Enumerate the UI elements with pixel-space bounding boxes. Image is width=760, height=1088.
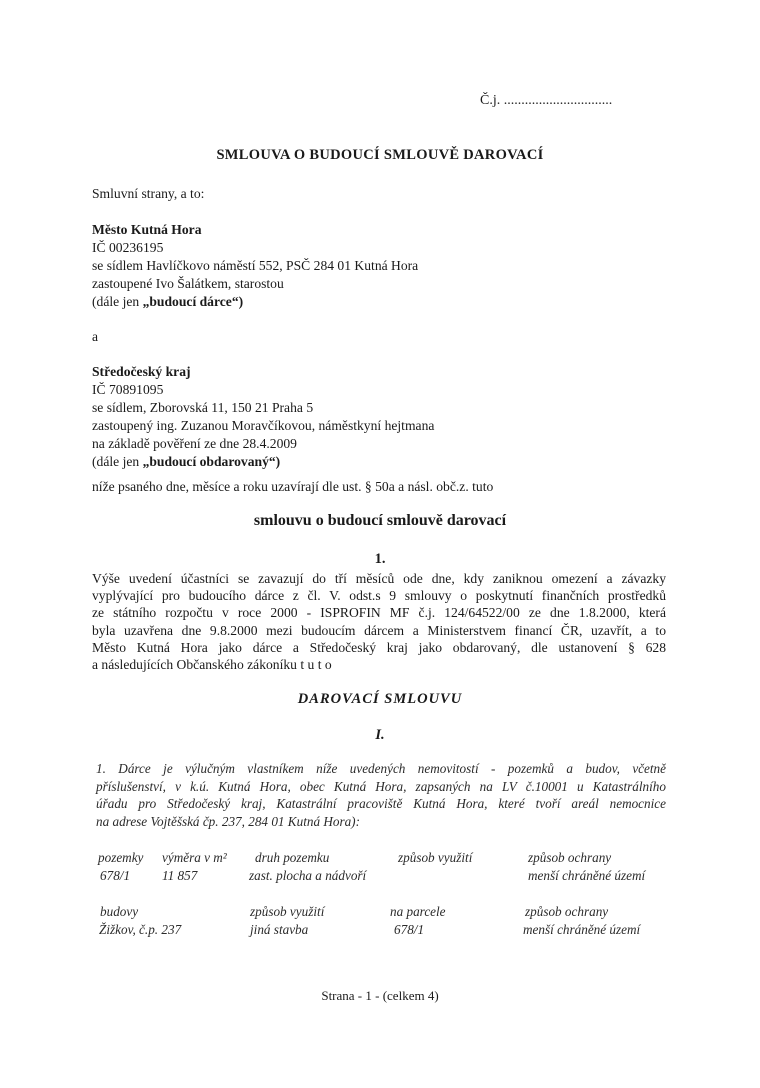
building-cell-protection: menší chráněné území: [523, 922, 641, 937]
land-header-parcels: pozemky: [98, 850, 144, 865]
preamble: níže psaného dne, měsíce a roku uzavírají dle ust. § 50a a násl. obč.z. tuto: [92, 479, 494, 494]
building-cell-parcel: 678/1: [394, 922, 425, 937]
clause1-text: [96, 760, 666, 830]
land-cell-parcel: 678/1: [100, 868, 131, 883]
contract-title: DAROVACÍ SMLOUVU: [297, 691, 463, 707]
land-cell-area: 11 857: [162, 868, 198, 883]
party1-ic: IČ 00236195: [92, 240, 164, 255]
clause1-line: úřadu pro Středočeský kraj, Katastrální pracoviště Kutná Hora, které tvoří areál nemocnice: [96, 796, 666, 812]
building-header-usage: způsob využití: [250, 904, 325, 919]
reference-number: Č.j. ...............................: [480, 93, 613, 108]
party2-role-prefix: (dále jen: [92, 454, 143, 469]
party1-name: Město Kutná Hora: [92, 222, 202, 237]
article1-text: [92, 570, 666, 673]
subject-heading: smlouvu o budoucí smlouvě darovací: [253, 512, 507, 529]
party1-representative: zastoupené Ivo Šalátkem, starostou: [92, 276, 284, 291]
article1-line: byla uzavřena dne 9.8.2000 mezi budoucím dárcem a Ministerstvem financí ČR, uzavřít, a to: [92, 622, 666, 638]
land-cell-type: zast. plocha a nádvoří: [249, 868, 367, 883]
conjunction: a: [92, 329, 99, 344]
land-header-usage: způsob využití: [398, 850, 473, 865]
parties-intro: Smluvní strany, a to:: [92, 186, 205, 201]
party2-ic: IČ 70891095: [92, 382, 164, 397]
article1-line: a následujících Občanského zákoníku t u t o: [92, 657, 332, 673]
land-header-area: výměra v m²: [162, 850, 227, 865]
land-header-protection: způsob ochrany: [528, 850, 612, 865]
clause1-line: příslušenství, v k.ú. Kutná Hora, obec Kutná Hora, zapsaných na LV č.10001 u Katastrálního: [96, 778, 666, 794]
building-cell-usage: jiná stavba: [250, 922, 309, 937]
party1-address: se sídlem Havlíčkovo náměstí 552, PSČ 284 01 Kutná Hora: [92, 258, 419, 273]
article1-line: Město Kutná Hora jako dárce a Středočeský kraj jako obdarovaný, dle ustanovení § 628: [92, 639, 666, 655]
party2-representative: zastoupený ing. Zuzanou Moravčíkovou, náměstkyní hejtmana: [92, 418, 435, 433]
clause1-line: na adrese Vojtěšská čp. 237, 284 01 Kutná Hora):: [96, 813, 360, 829]
document-title: SMLOUVA O BUDOUCÍ SMLOUVĚ DAROVACÍ: [216, 147, 544, 163]
party2-authorization: na základě pověření ze dne 28.4.2009: [92, 436, 297, 451]
party1-role-label: „budoucí dárce“): [142, 294, 244, 309]
building-cell-name: Žižkov, č.p. 237: [99, 922, 182, 937]
party2-role: [92, 454, 280, 470]
building-header-buildings: budovy: [100, 904, 139, 919]
party1-role: [92, 294, 243, 310]
article1-number: 1.: [374, 551, 386, 567]
land-header-type: druh pozemku: [255, 850, 330, 865]
page-footer: Strana - 1 - (celkem 4): [321, 988, 439, 1003]
land-cell-protection: menší chráněné území: [528, 868, 646, 883]
party2-address: se sídlem, Zborovská 11, 150 21 Praha 5: [92, 400, 314, 415]
party1-role-prefix: (dále jen: [92, 294, 143, 309]
clause1-line: 1. Dárce je výlučným vlastníkem níže uvedených nemovitostí - pozemků a budov, včetně: [96, 761, 666, 776]
article1-line: Výše uvedení účastníci se zavazují do tří měsíců ode dne, kdy zaniknou omezení a závazky: [92, 571, 666, 586]
article1-line: vyplývající pro budoucího dárce z čl. V. odst.s 9 smlouvy o poskytnutí finančních prostředků: [92, 588, 666, 604]
building-header-protection: způsob ochrany: [525, 904, 609, 919]
party2-role-label: „budoucí obdarovaný“): [142, 454, 281, 469]
article1-line: ze státního rozpočtu v roce 2000 - ISPROFIN MF č.j. 124/64522/00 ze dne 1.8.2000, která: [92, 605, 666, 621]
party2-name: Středočeský kraj: [92, 364, 191, 379]
building-header-parcel: na parcele: [390, 904, 446, 919]
section-roman-number: I.: [375, 727, 385, 743]
